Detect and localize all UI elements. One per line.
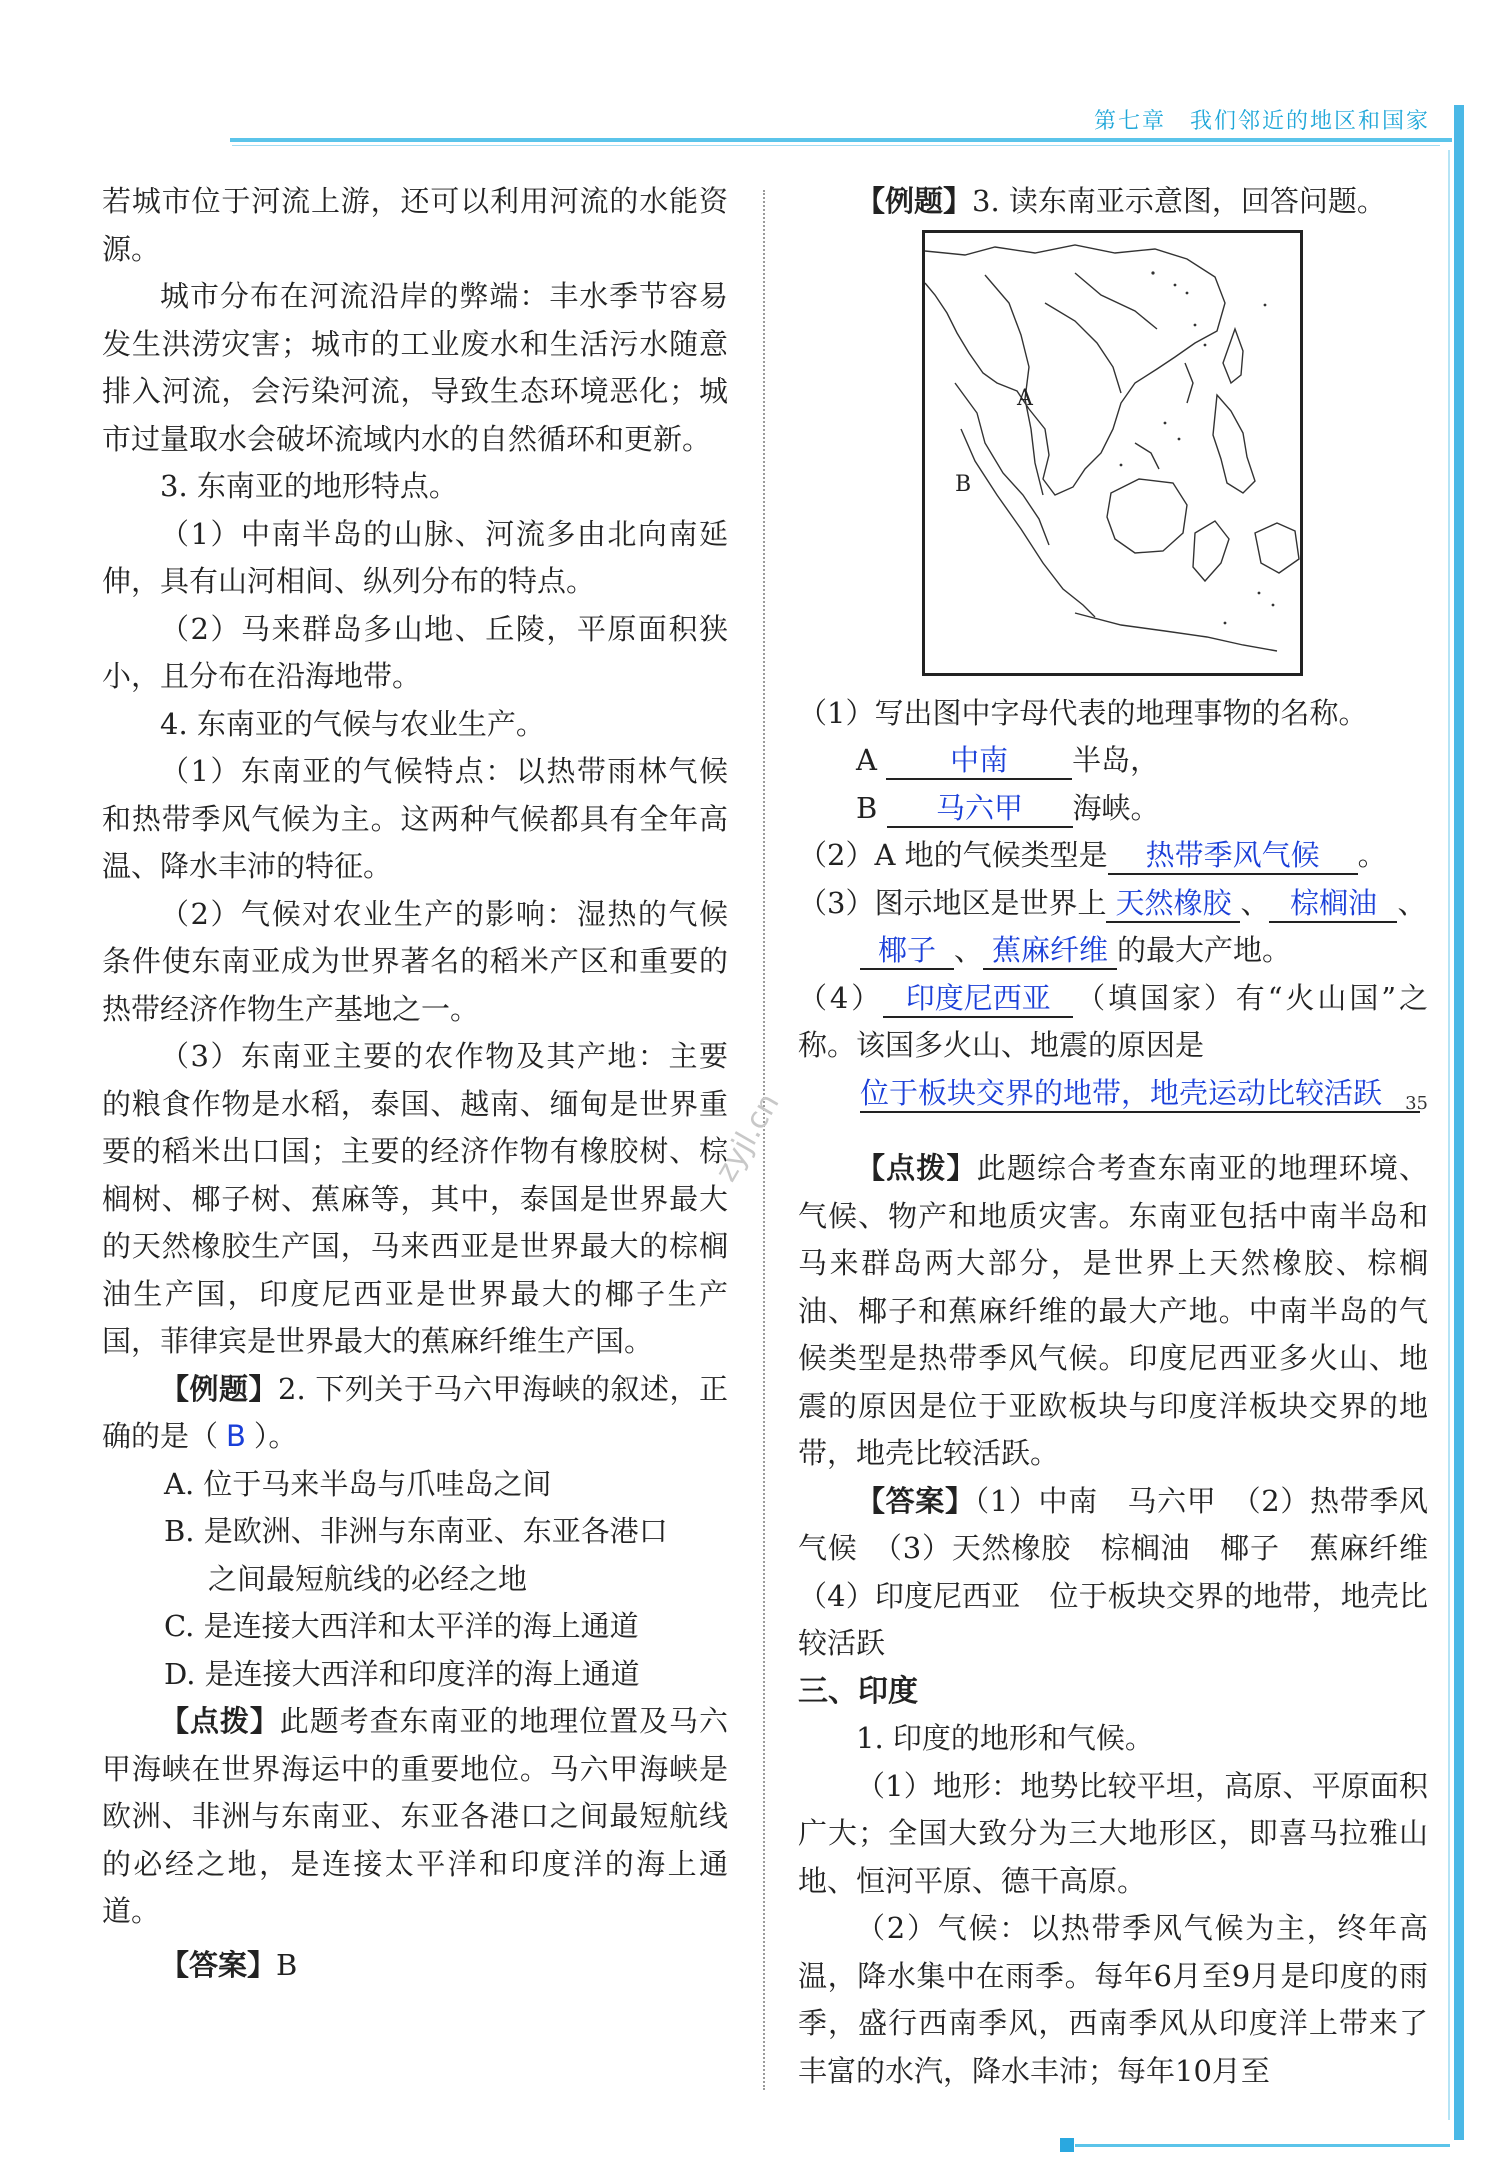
map-label-b: B (955, 471, 972, 497)
paragraph: 若城市位于河流上游，还可以利用河流的水能资源。 (102, 184, 728, 266)
option-b: B. 是欧洲、非洲与东南亚、东亚各港口 (164, 1514, 668, 1548)
question-3-continued: 椰子 、 蕉麻纤维 的最大产地。 (798, 927, 1428, 975)
example-2-question: 【例题】2. 下列关于马六甲海峡的叙述，正确的是（ B ）。 (102, 1371, 728, 1453)
answer-blank: 椰子 (860, 932, 954, 970)
answer-blank: 天然橡胶 (1106, 885, 1240, 923)
answer-tag: 【答案】 (160, 1947, 277, 1982)
question-1: （1）写出图中字母代表的地理事物的名称。 (798, 695, 1368, 730)
right-column (798, 178, 1458, 2095)
option-a: A. 位于马来半岛与爪哇岛之间 (164, 1466, 552, 1501)
answer-blank: 中南 (886, 742, 1072, 780)
answer-blank: 蕉麻纤维 (983, 932, 1117, 970)
question-4-answer (798, 1070, 1428, 1118)
southeast-asia-map (922, 230, 1303, 676)
example-tag: 【例题】 (160, 1371, 279, 1406)
chapter-header: 第七章 我们邻近的地区和国家 (1093, 109, 1430, 134)
paragraph: 1. 印度的地形和气候。 (856, 1721, 1154, 1755)
page-edge-line (1448, 150, 1450, 2120)
map-label-a: A (1017, 385, 1033, 411)
question-3: （3）图示地区是世界上 天然橡胶 、 棕榈油 、 (798, 880, 1428, 928)
answer-tag: 【答案】 (856, 1483, 975, 1518)
header-rule (230, 138, 1452, 142)
answer-blank: 棕榈油 (1269, 885, 1397, 923)
footer-rule (1075, 2144, 1450, 2147)
paragraph: （2）马来群岛多山地、丘陵，平原面积狭小，且分布在沿海地带。 (102, 611, 728, 693)
question-1a: A 中南 半岛， (798, 737, 1428, 785)
paragraph: 4. 东南亚的气候与农业生产。 (160, 706, 545, 741)
left-column (102, 178, 728, 1989)
tip-paragraph: 【点拨】此题综合考查东南亚的地理环境、气候、物产和地质灾害。东南亚包括中南半岛和马来群岛两大部分，是世界上天然橡胶、棕榈油、椰子和蕉麻纤维的最大产地。中南半岛的气候类型是热带季风气候。印度尼西亚多火山、地震的原因是位于亚欧板块与印度洋板块交界的地带，地壳比较活跃。 (798, 1151, 1428, 1470)
option-b-continued: 之间最短航线的必经之地 (208, 1561, 528, 1596)
answer-line: 【答案】B (160, 1947, 298, 1982)
answer-blank: 位于板块交界的地带，地壳运动比较活跃 (860, 1075, 1420, 1113)
paragraph: （1）中南半岛的山脉、河流多由北向南延伸，具有山河相间、纵列分布的特点。 (102, 516, 728, 598)
option-c: C. 是连接大西洋和太平洋的海上通道 (164, 1609, 639, 1643)
footer-square (1060, 2138, 1074, 2152)
header-rule-thin (232, 145, 1440, 146)
question-1b: B 马六甲 海峡。 (798, 785, 1428, 833)
handwritten-answer: B (226, 1419, 246, 1453)
answer-blank: 印度尼西亚 (883, 980, 1073, 1018)
example-3-question: 【例题】3. 读东南亚示意图，回答问题。 (856, 184, 1386, 218)
tip-tag: 【点拨】 (856, 1151, 977, 1185)
paragraph: （2）气候对农业生产的影响：湿热的气候条件使东南亚成为世界著名的稻米产区和重要的热带经济作物生产基地之一。 (102, 896, 728, 1026)
paragraph: 3. 东南亚的地形特点。 (160, 469, 458, 503)
example-tag: 【例题】 (856, 184, 973, 218)
section-title: 三、印度 (798, 1673, 918, 1709)
paragraph: （1）东南亚的气候特点：以热带雨林气候和热带季风气候为主。这两种气候都具有全年高温、降水丰沛的特征。 (102, 754, 728, 883)
answer-blank: 热带季风气候 (1108, 837, 1358, 875)
question-4: （4） 印度尼西亚 （填国家）有“火山国”之称。该国多火山、地震的原因是 (798, 980, 1428, 1062)
paragraph: 城市分布在河流沿岸的弊端：丰水季节容易发生洪涝灾害；城市的工业废水和生活污水随意排入河流，会污染河流，导致生态环境恶化；城市过量取水会破坏流域内水的自然循环和更新。 (102, 279, 728, 456)
paragraph: （3）东南亚主要的农作物及其产地：主要的粮食作物是水稻，泰国、越南、缅甸是世界重要的稻米出口国；主要的经济作物有橡胶树、棕榈树、椰子树、蕉麻等，其中，泰国是世界最大的天然橡胶生产国，马来西亚是世界最大的棕榈油生产国，印度尼西亚是世界最大的椰子生产国，菲律宾是世界最大的蕉麻纤维生产国。 (102, 1039, 728, 1358)
question-2: （2）A 地的气候类型是 热带季风气候 。 (798, 832, 1428, 880)
watermark: zyjl.cn (708, 1087, 787, 1188)
tip-tag: 【点拨】 (160, 1704, 280, 1738)
tip-paragraph: 【点拨】此题考查东南亚的地理位置及马六甲海峡在世界海运中的重要地位。马六甲海峡是欧洲、非洲与东南亚、东亚各港口之间最短航线的必经之地，是连接太平洋和印度洋的海上通道。 (102, 1704, 728, 1928)
page-edge-bar-top (1454, 105, 1464, 1150)
paragraph: （1）地形：地势比较平坦，高原、平原面积广大；全国大致分为三大地形区，即喜马拉雅山地、恒河平原、德干高原。 (798, 1768, 1428, 1898)
page-number: 35 (1405, 1093, 1428, 1114)
page-edge-bar-bottom (1454, 1125, 1464, 2140)
paragraph: （2）气候：以热带季风气候为主，终年高温，降水集中在雨季。每年6月至9月是印度的雨季，盛行西南季风，西南季风从印度洋上带来了丰富的水汽，降水丰沛；每年10月至 (798, 1911, 1428, 2088)
map-outline (925, 233, 1300, 673)
answer-blank: 马六甲 (887, 790, 1073, 828)
answer-paragraph: 【答案】（1）中南 马六甲 （2）热带季风气候 （3）天然橡胶 棕榈油 椰子 蕉麻纤维 （4）印度尼西亚 位于板块交界的地带，地壳比较活跃 (798, 1483, 1458, 1660)
option-d: D. 是连接大西洋和印度洋的海上通道 (164, 1656, 640, 1691)
